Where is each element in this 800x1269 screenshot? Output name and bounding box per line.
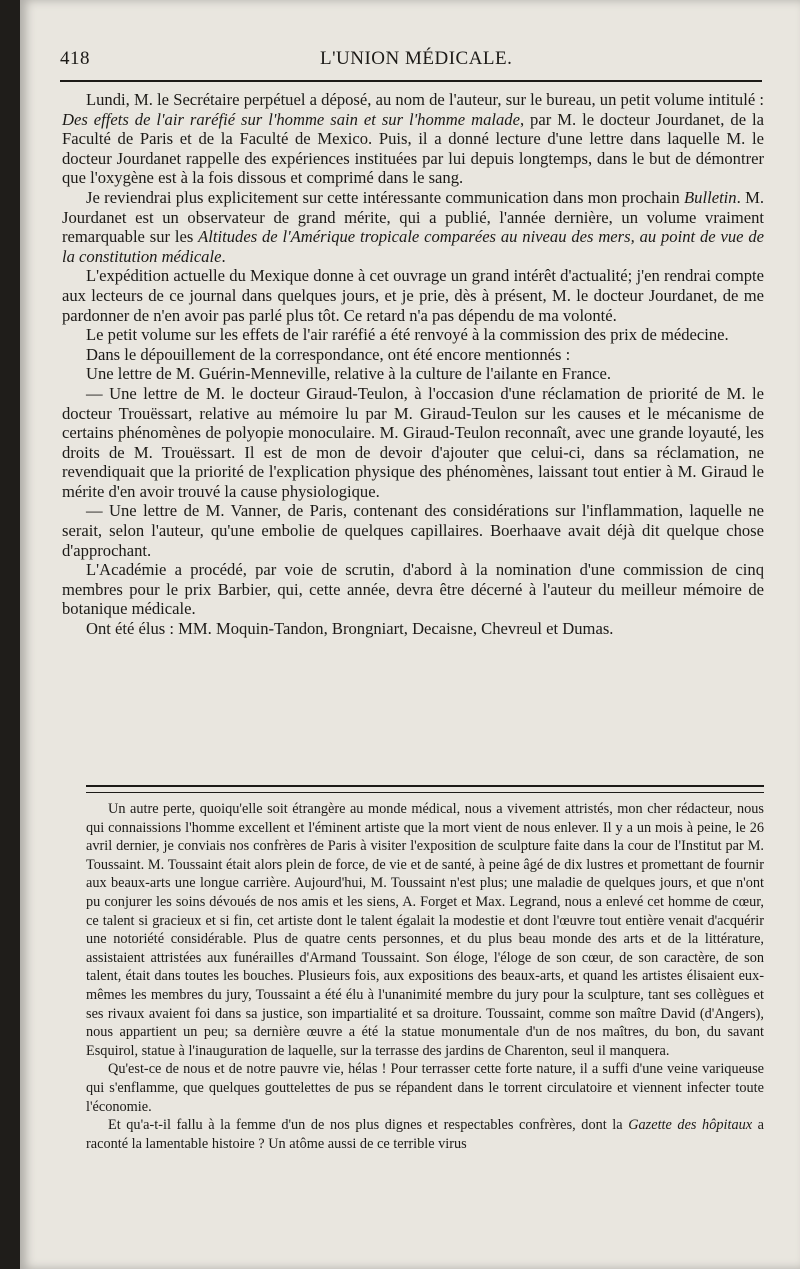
running-title: L'UNION MÉDICALE. <box>320 48 513 69</box>
text-run: Dans le dépouillement de la correspondance, ont été encore mentionnés : <box>86 344 571 364</box>
paragraph <box>62 560 764 619</box>
paragraph <box>86 800 764 1060</box>
italic-text: Gazette des hôpitaux <box>628 1117 753 1134</box>
text-run: Et qu'a-t-il fallu à la femme d'un de nos plus dignes et respectables confrères, dont la <box>108 1117 629 1134</box>
academy-report-section <box>62 90 764 639</box>
paragraph <box>62 90 764 188</box>
document-page <box>20 0 800 1269</box>
page-header <box>60 40 762 80</box>
italic-text: Altitudes de l'Amérique tropicale comparées au niveau des mers, au point de vue de la constitution médicale <box>62 227 764 266</box>
text-run: Un autre perte, quoiqu'elle soit étrangère au monde médical, nous a vivement attristés, mon cher rédacteur, nous qui connaissions l'homme excellent et l'éminent artiste que la mort vient de nous enlever. Il y a un mois à peine, le 26 avril dernier, je conviais nos confrères de Paris à visiter l'exposition de sculpture faite dans la cour de l'Institut par M. Toussaint. M. Toussaint était alors plein de force, de vie et de santé, à peine âgé de dix lustres et promettant de fournir aux beaux-arts une longue carrière. Aujourd'hui, M. Toussaint n'est plus; une maladie de quelques jours, et que n'ont pu conjurer les soins dévoués de nos amis et les siens, A. Forget et Max. Legrand, nous a enlevé cet homme de cœur, ce talent si gracieux et si fin, cet artiste dont le talent égalait la modestie et dont l'œuvre tout entière venait d'acquérir une notoriété considérable. Plus de quatre cents personnes, et du plus beau monde des arts et de la littérature, assistaient attristées aux funérailles d'Armand Toussaint. Son éloge, l'éloge de son cœur, de son caractère, de son talent, était dans toutes les bouches. Plusieurs fois, aux expositions des beaux-arts, et quand les artistes élisaient eux-mêmes les membres du jury, Toussaint a été élu à l'unanimité membre du jury pour la sculpture, tant ses collègues et ses rivaux avaient foi dans sa justice, son impartialité et sa droiture. Toussaint, comme son maître David (d'Angers), nous appartient un peu; sa dernière œuvre a été la statue monumentale d'un de nos maîtres, du bon, du savant Esquirol, statue à l'inauguration de laquelle, sur la terrasse des jardins de Charenton, seul il manquera. <box>86 801 764 1059</box>
paragraph <box>86 1116 764 1153</box>
header-rule <box>60 80 762 82</box>
italic-text: Des effets de l'air raréfié sur l'homme sain et sur l'homme malade <box>62 109 520 129</box>
page-number: 418 <box>60 48 90 69</box>
text-run: , par M. le docteur Jourdanet, de la Faculté de Paris et de la Faculté de Mexico. Puis, il a donné lecture d'une lettre dans laquelle M. le docteur Jourdanet rappelle des expériences instituées par lui depuis longtemps, dans le but de démontrer que l'oxygène est à la fois dissous et comprimé dans le sang. <box>62 109 764 188</box>
paragraph <box>62 188 764 266</box>
text-run: a raconté la lamentable histoire ? Un atôme aussi de ce terrible virus <box>86 1117 765 1152</box>
paragraph <box>62 619 764 639</box>
paragraph <box>62 364 764 384</box>
paragraph <box>62 266 764 325</box>
text-run: . M. Jourdanet est un observateur de grand mérite, qui a publié, l'année dernière, un volume vraiment remarquable sur les <box>62 187 764 247</box>
text-run: L'expédition actuelle du Mexique donne à cet ouvrage un grand intérêt d'actualité; j'en rendrai compte aux lecteurs de ce journal dans quelques jours, et je prie, dès à présent, M. le docteur Jourdanet, de me pardonner de n'en avoir pas parlé plus tôt. Ce retard n'a pas dépendu de ma volonté. <box>62 266 764 325</box>
obituary-section <box>86 800 764 1153</box>
text-run: Lundi, M. le Secrétaire perpétuel a déposé, au nom de l'auteur, sur le bureau, un petit volume intitulé : <box>86 90 764 109</box>
text-run: Le petit volume sur les effets de l'air raréfié a été renvoyé à la commission des prix de médecine. <box>86 325 729 345</box>
paragraph <box>86 1060 764 1116</box>
paragraph <box>62 501 764 560</box>
text-run: Ont été élus : MM. Moquin-Tandon, Brongniart, Decaisne, Chevreul et Dumas. <box>86 619 614 639</box>
text-run: — Une lettre de M. le docteur Giraud-Teulon, à l'occasion d'une réclamation de priorité de M. le docteur Trouëssart, relative au mémoire lu par M. Giraud-Teulon sur les causes et le mécanisme de certains phénomènes de polyopie monoculaire. M. Giraud-Teulon reconnaît, avec une grande loyauté, les droits de M. Trouëssart. Il est de mon de devoir d'ajouter que celui-ci, dans sa réclamation, ne revendiquait que la priorité de l'explication physique des phénomènes, laissant tout entier à M. Giraud le mérite d'en avoir trouvé la cause physiologique. <box>62 383 764 501</box>
text-run: Une lettre de M. Guérin-Menneville, relative à la culture de l'ailante en France. <box>86 364 612 384</box>
paragraph <box>62 384 764 502</box>
text-run: Je reviendrai plus explicitement sur cette intéressante communication dans mon prochain <box>86 187 685 207</box>
text-run: L'Académie a procédé, par voie de scrutin, d'abord à la nomination d'une commission de cinq membres pour le prix Barbier, qui, cette année, devra être décerné à l'auteur du meilleur mémoire de botanique médicale. <box>62 560 764 619</box>
text-run: . <box>221 246 226 266</box>
paragraph <box>62 345 764 365</box>
text-run: Qu'est-ce de nous et de notre pauvre vie, hélas ! Pour terrasser cette forte nature, il a suffi d'une veine variqueuse qui s'enflamme, que quelques gouttelettes de pus se répandent dans le torrent circulatoire et viennent infecter toute l'économie. <box>86 1061 764 1115</box>
paragraph <box>62 325 764 345</box>
italic-text: Bulletin <box>684 187 737 207</box>
section-divider <box>86 785 764 793</box>
text-run: — Une lettre de M. Vanner, de Paris, contenant des considérations sur l'inflammation, laquelle ne serait, selon l'auteur, qu'une embolie de quelques capillaires. Boerhaave avait déjà dit quelque chose d'approchant. <box>62 501 764 560</box>
